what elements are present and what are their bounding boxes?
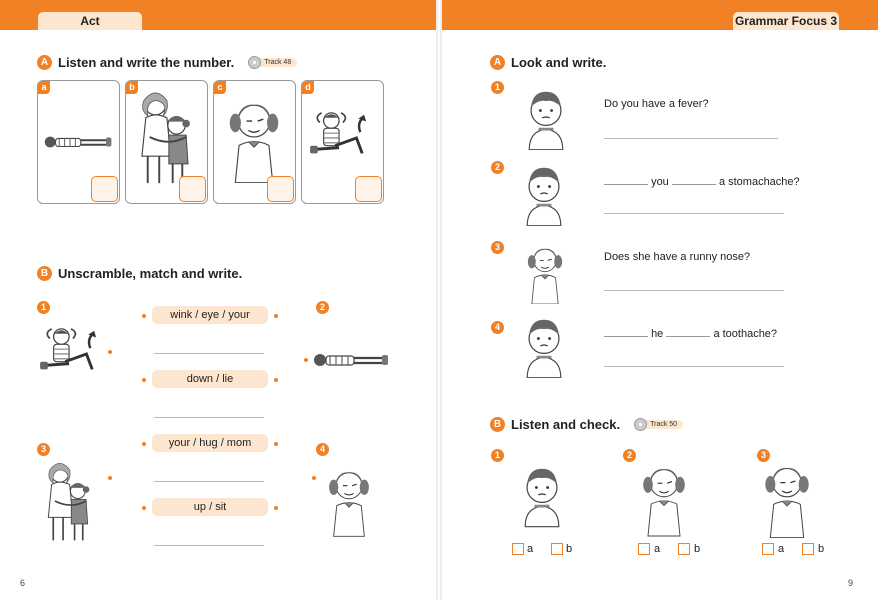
match-dot[interactable] [142, 378, 146, 382]
winking-girl-icon [326, 458, 372, 538]
left-section-b-heading [37, 266, 242, 281]
right-section-b-heading [490, 417, 683, 432]
track-label: Track 50 [642, 420, 683, 429]
section-letter-badge: B [490, 417, 505, 432]
section-letter-badge: A [37, 55, 52, 70]
panel-label: c [214, 81, 226, 94]
item-number: 1 [491, 449, 504, 462]
blank[interactable] [672, 175, 716, 185]
check-box-b[interactable] [551, 543, 563, 555]
item-number: 2 [316, 301, 329, 314]
act-tab: Act [38, 12, 142, 30]
section-title: Look and write. [511, 55, 607, 70]
panel-label: a [38, 81, 50, 94]
girl-with-cold-icon [640, 454, 688, 538]
scrambled-phrase: your / hug / mom [152, 434, 268, 452]
cd-icon [634, 418, 647, 431]
picture-panel-d [301, 80, 384, 204]
answer-line[interactable] [604, 213, 784, 214]
answer-line[interactable] [604, 366, 784, 367]
match-dot[interactable] [108, 476, 112, 480]
section-title: Listen and write the number. [58, 55, 235, 70]
question-word: he [651, 328, 664, 340]
picture-panel-a [37, 80, 120, 204]
girl-with-runny-nose-icon [516, 238, 574, 304]
number-answer-box[interactable] [355, 176, 382, 202]
match-dot[interactable] [142, 442, 146, 446]
fill-blank-question [604, 327, 777, 340]
item-number: 3 [37, 443, 50, 456]
match-dot[interactable] [312, 476, 316, 480]
option-label: a [654, 543, 661, 555]
grammar-focus-tab: Grammar Focus 3 [734, 14, 838, 28]
check-box-b[interactable] [802, 543, 814, 555]
item-number: 1 [491, 81, 504, 94]
check-box-a[interactable] [638, 543, 650, 555]
right-section-a-heading [490, 55, 606, 70]
match-dot[interactable] [304, 358, 308, 362]
check-box-a[interactable] [762, 543, 774, 555]
section-letter-badge: B [37, 266, 52, 281]
blank[interactable] [604, 327, 648, 337]
match-dot[interactable] [108, 350, 112, 354]
match-dot[interactable] [142, 314, 146, 318]
page-number-left: 6 [20, 578, 26, 588]
sitting-up-child-icon [310, 109, 372, 165]
track-label: Track 48 [256, 58, 297, 67]
answer-line[interactable] [154, 353, 264, 354]
winking-girl-icon [226, 89, 282, 183]
item-number: 2 [623, 449, 636, 462]
fill-blank-question [604, 175, 800, 188]
girl-with-earache-icon [762, 454, 812, 538]
left-section-a-heading [37, 55, 297, 70]
number-answer-box[interactable] [179, 176, 206, 202]
boy-with-toothache-icon [516, 312, 572, 378]
hugging-mother-icon [42, 460, 94, 542]
panel-label: d [302, 81, 314, 94]
section-title: Listen and check. [511, 417, 621, 432]
item-number: 3 [757, 449, 770, 462]
answer-line[interactable] [604, 138, 778, 139]
question-word: you [651, 176, 669, 188]
answer-line[interactable] [154, 417, 264, 418]
section-title: Unscramble, match and write. [58, 266, 243, 281]
match-dot[interactable] [142, 506, 146, 510]
match-dot[interactable] [274, 378, 278, 382]
item-number: 1 [37, 301, 50, 314]
option-label: b [566, 543, 573, 555]
number-answer-box[interactable] [267, 176, 294, 202]
option-label: a [527, 543, 534, 555]
question-text: Does she have a runny nose? [604, 251, 751, 263]
option-label: b [818, 543, 825, 555]
item-number: 2 [491, 161, 504, 174]
section-letter-badge: A [490, 55, 505, 70]
picture-panel-b [125, 80, 208, 204]
scrambled-phrase: up / sit [152, 498, 268, 516]
boy-with-stomachache-icon [516, 160, 572, 226]
check-box-b[interactable] [678, 543, 690, 555]
answer-line[interactable] [604, 290, 784, 291]
book-gutter [436, 0, 442, 600]
boy-with-fever-icon [518, 84, 574, 150]
item-number: 4 [491, 321, 504, 334]
match-dot[interactable] [274, 442, 278, 446]
answer-line[interactable] [154, 481, 264, 482]
lying-down-child-icon [312, 350, 392, 370]
option-label: a [778, 543, 785, 555]
number-answer-box[interactable] [91, 176, 118, 202]
boy-with-headache-icon [514, 452, 570, 536]
sitting-up-child-icon [38, 325, 104, 381]
track-50-badge[interactable] [634, 418, 683, 431]
panel-label: b [126, 81, 138, 94]
scrambled-phrase: down / lie [152, 370, 268, 388]
track-48-badge[interactable] [248, 56, 297, 69]
question-word: a toothache? [713, 328, 778, 340]
answer-line[interactable] [154, 545, 264, 546]
cd-icon [248, 56, 261, 69]
hugging-mother-icon [136, 89, 194, 185]
item-number: 3 [491, 241, 504, 254]
lying-down-child-icon [42, 133, 116, 151]
blank[interactable] [666, 327, 710, 337]
question-word: a stomachache? [718, 176, 800, 188]
picture-panel-c [213, 80, 296, 204]
blank[interactable] [604, 175, 648, 185]
match-dot[interactable] [274, 506, 278, 510]
item-number: 4 [316, 443, 329, 456]
scrambled-phrase: wink / eye / your [152, 306, 268, 324]
question-text: Do you have a fever? [604, 98, 709, 110]
check-box-a[interactable] [512, 543, 524, 555]
page-number-right: 9 [848, 578, 854, 588]
match-dot[interactable] [274, 314, 278, 318]
option-label: b [694, 543, 701, 555]
